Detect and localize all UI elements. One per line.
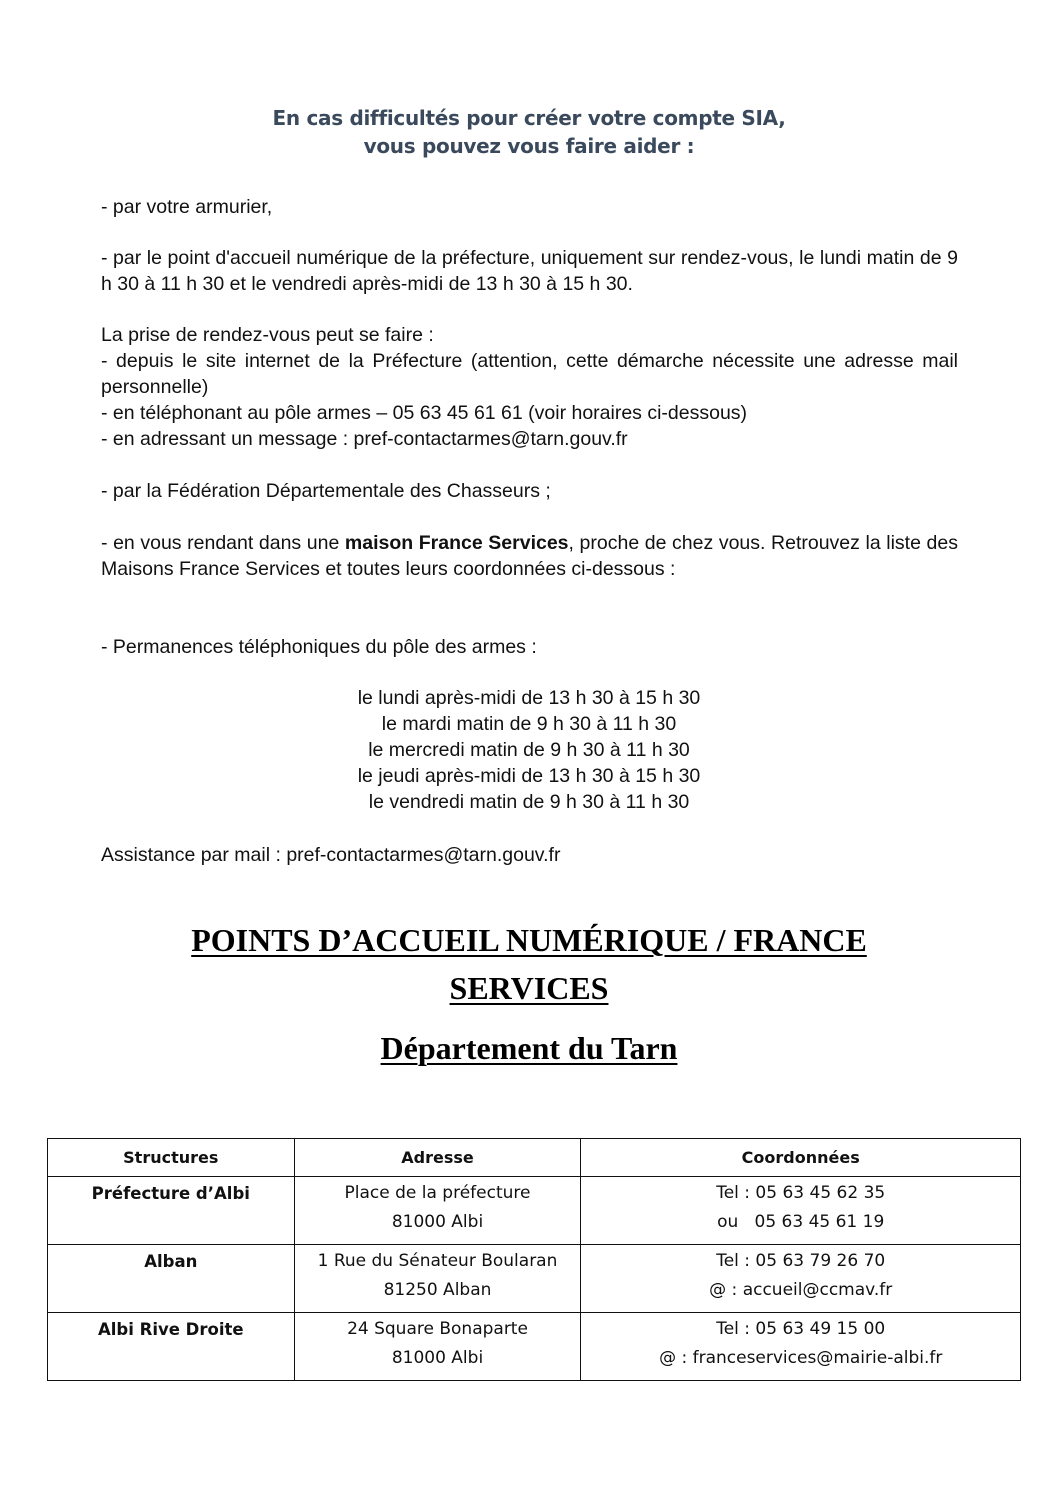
section-heading-line-1: POINTS D’ACCUEIL NUMÉRIQUE / FRANCE bbox=[191, 922, 867, 958]
address-line: 81250 Alban bbox=[383, 1280, 492, 1300]
schedule-item: le lundi après-midi de 13 h 30 à 15 h 30 bbox=[357, 687, 701, 709]
option-federation: - par la Fédération Départementale des Chasseurs ; bbox=[101, 480, 551, 502]
structure-cell: Albi Rive Droite bbox=[48, 1313, 295, 1381]
address-line: 24 Square Bonaparte bbox=[347, 1319, 528, 1339]
section-subheading-text: Département du Tarn bbox=[380, 1030, 678, 1066]
france-services-suffix: , proche de chez vous. Retrouvez la liste des Maisons France Services et toutes leurs coordonnées ci-dessous : bbox=[101, 532, 958, 580]
contact-line: Tel : 05 63 79 26 70 bbox=[716, 1251, 886, 1271]
intro-title bbox=[0, 104, 1058, 160]
header-adresse: Adresse bbox=[294, 1139, 581, 1177]
address-line: Place de la préfecture bbox=[344, 1183, 531, 1203]
table-row bbox=[48, 1313, 1021, 1381]
address-cell bbox=[294, 1245, 581, 1313]
schedule-item: le jeudi après-midi de 13 h 30 à 15 h 30 bbox=[357, 765, 701, 787]
schedule-list bbox=[0, 685, 1058, 815]
contact-cell bbox=[581, 1177, 1021, 1245]
table-row bbox=[48, 1177, 1021, 1245]
option-point-accueil: - par le point d'accueil numérique de la préfecture, uniquement sur rendez-vous, le lundi matin de 9 h 30 à 11 h 30 et le vendredi après-midi de 13 h 30 à 15 h 30. bbox=[101, 247, 958, 295]
schedule-item: le mardi matin de 9 h 30 à 11 h 30 bbox=[381, 713, 677, 735]
address-line: 1 Rue du Sénateur Boularan bbox=[317, 1251, 558, 1271]
intro-title-line-2: vous pouvez vous faire aider : bbox=[363, 134, 695, 158]
contact-email[interactable]: @ : accueil@ccmav.fr bbox=[709, 1280, 893, 1300]
address-cell bbox=[294, 1177, 581, 1245]
section-heading bbox=[0, 916, 1058, 1012]
rdv-intro: La prise de rendez-vous peut se faire : bbox=[101, 324, 434, 346]
header-coordonnees: Coordonnées bbox=[581, 1139, 1021, 1177]
assistance-mail: Assistance par mail : pref-contactarmes@tarn.gouv.fr bbox=[101, 844, 561, 866]
france-services-bold: maison France Services bbox=[344, 532, 569, 554]
rdv-mail: - en adressant un message : pref-contactarmes@tarn.gouv.fr bbox=[101, 428, 628, 450]
contact-line: Tel : 05 63 45 62 35 bbox=[716, 1183, 886, 1203]
contact-cell bbox=[581, 1313, 1021, 1381]
table-row bbox=[48, 1245, 1021, 1313]
option-armurier: - par votre armurier, bbox=[101, 196, 273, 218]
structure-cell: Préfecture d’Albi bbox=[48, 1177, 295, 1245]
permanences-label: - Permanences téléphoniques du pôle des armes : bbox=[101, 636, 537, 658]
address-line: 81000 Albi bbox=[391, 1348, 484, 1368]
header-structures: Structures bbox=[48, 1139, 295, 1177]
rdv-phone: - en téléphonant au pôle armes – 05 63 45 61 61 (voir horaires ci-dessous) bbox=[101, 402, 748, 424]
rdv-site: - depuis le site internet de la Préfecture (attention, cette démarche nécessite une adresse mail personnelle) bbox=[101, 350, 958, 398]
contact-line: Tel : 05 63 49 15 00 bbox=[716, 1319, 886, 1339]
france-services-table bbox=[47, 1138, 1021, 1381]
france-services-prefix: - en vous rendant dans une bbox=[101, 532, 345, 554]
contact-cell bbox=[581, 1245, 1021, 1313]
table-header-row bbox=[48, 1139, 1021, 1177]
address-line: 81000 Albi bbox=[391, 1212, 484, 1232]
structure-cell: Alban bbox=[48, 1245, 295, 1313]
contact-email[interactable]: @ : franceservices@mairie-albi.fr bbox=[659, 1348, 943, 1368]
schedule-item: le mercredi matin de 9 h 30 à 11 h 30 bbox=[368, 739, 690, 761]
section-subheading bbox=[0, 1024, 1058, 1072]
intro-title-line-1: En cas difficultés pour créer votre compte SIA, bbox=[272, 106, 786, 130]
schedule-item: le vendredi matin de 9 h 30 à 11 h 30 bbox=[368, 791, 690, 813]
section-heading-line-2: SERVICES bbox=[449, 970, 609, 1006]
address-cell bbox=[294, 1313, 581, 1381]
option-france-services bbox=[101, 530, 958, 582]
contact-line: ou 05 63 45 61 19 bbox=[717, 1212, 885, 1232]
